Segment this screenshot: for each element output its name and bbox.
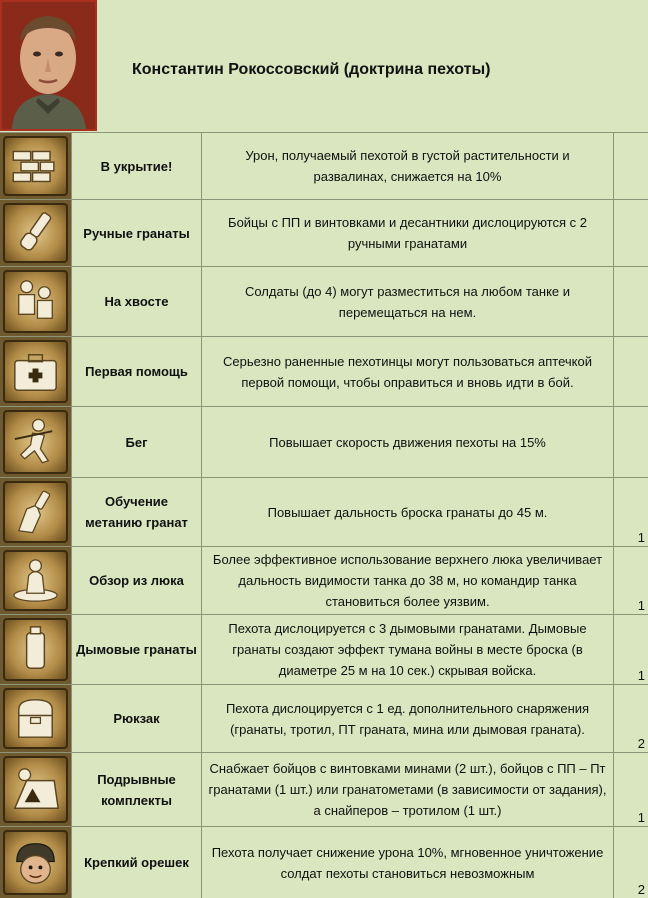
- skill-name: Обучение метанию гранат: [72, 478, 202, 546]
- skill-level-cell: [614, 478, 648, 546]
- page-title: Константин Рокоссовский (доктрина пехоты): [132, 61, 491, 78]
- running-soldier-icon: [3, 410, 68, 474]
- skill-level-cell: [614, 267, 648, 336]
- skill-name: Бег: [72, 407, 202, 477]
- skill-level-cell: [614, 407, 648, 477]
- table-row: [0, 406, 648, 477]
- skill-icon-cell: [0, 133, 72, 199]
- skill-level-cell: [614, 615, 648, 684]
- skill-description: Снабжает бойцов с винтовками минами (2 шт.), бойцов с ПП – Пт гранатами (1 шт.) или гранатометами (в зависимости от задания), а снайперов – тротилом (1 шт.): [202, 753, 614, 826]
- skill-description: Повышает дальность броска гранаты до 45 м.: [202, 478, 614, 546]
- table-row: [0, 132, 648, 199]
- table-row: [0, 336, 648, 406]
- skill-level-cell: [614, 685, 648, 752]
- skill-level: 2: [637, 882, 645, 897]
- skill-icon-cell: [0, 200, 72, 266]
- table-row: [0, 684, 648, 752]
- skill-level-cell: [614, 827, 648, 898]
- skill-description: Более эффективное использование верхнего люка увеличивает дальность видимости танка до 38 м, но командир танка становиться более уязвим.: [202, 547, 614, 614]
- table-row: [0, 752, 648, 826]
- skill-level: 1: [637, 530, 645, 545]
- table-row: [0, 477, 648, 546]
- skill-level-cell: [614, 547, 648, 614]
- skill-name: Ручные гранаты: [72, 200, 202, 266]
- table-row: [0, 199, 648, 266]
- skill-description: Серьезно раненные пехотинцы могут пользоваться аптечкой первой помощи, чтобы оправиться и вновь идти в бой.: [202, 337, 614, 406]
- skill-name: Обзор из люка: [72, 547, 202, 614]
- skill-description: Пехота дислоцируется с 1 ед. дополнительного снаряжения (гранаты, тротил, ПТ граната, мина или дымовая граната).: [202, 685, 614, 752]
- skill-icon-cell: [0, 685, 72, 752]
- skill-description: Бойцы с ПП и винтовками и десантники дислоцируются с 2 ручными гранатами: [202, 200, 614, 266]
- brick-wall-icon: [3, 136, 68, 196]
- tank-riders-icon: [3, 270, 68, 333]
- skill-icon-cell: [0, 407, 72, 477]
- skill-level-cell: [614, 200, 648, 266]
- skill-name: Дымовые гранаты: [72, 615, 202, 684]
- backpack-icon: [3, 688, 68, 749]
- hand-grenade-icon: [3, 203, 68, 263]
- skill-description: Пехота дислоцируется с 3 дымовыми гранатами. Дымовые гранаты создают эффект тумана войны в месте броска (в диаметре 25 м на 10 сек.) скрывая войска.: [202, 615, 614, 684]
- skill-icon-cell: [0, 267, 72, 336]
- smoke-grenade-icon: [3, 618, 68, 681]
- skill-description: Урон, получаемый пехотой в густой растительности и развалинах, снижается на 10%: [202, 133, 614, 199]
- grenade-throw-icon: [3, 481, 68, 543]
- skill-description: Солдаты (до 4) могут разместиться на любом танке и перемещаться на нем.: [202, 267, 614, 336]
- table-row: [0, 266, 648, 336]
- skill-icon-cell: [0, 337, 72, 406]
- skill-level-cell: [614, 133, 648, 199]
- table-row: [0, 614, 648, 684]
- skill-level: 1: [637, 810, 645, 825]
- skill-level: 1: [637, 598, 645, 613]
- header: [0, 0, 648, 131]
- table-row: [0, 546, 648, 614]
- skill-icon-cell: [0, 753, 72, 826]
- demolition-kit-icon: [3, 756, 68, 823]
- skill-level: 1: [637, 668, 645, 683]
- commander-portrait-icon: [0, 0, 97, 131]
- skill-description: Повышает скорость движения пехоты на 15%: [202, 407, 614, 477]
- table-row: [0, 826, 648, 898]
- skill-level-cell: [614, 753, 648, 826]
- skill-description: Пехота получает снижение урона 10%, мгновенное уничтожение солдат пехоты становиться невозможным: [202, 827, 614, 898]
- skill-icon-cell: [0, 547, 72, 614]
- helmeted-soldier-icon: [3, 830, 68, 895]
- skill-level: 2: [637, 736, 645, 751]
- skill-name: В укрытие!: [72, 133, 202, 199]
- skill-name: Крепкий орешек: [72, 827, 202, 898]
- skill-level-cell: [614, 337, 648, 406]
- tank-hatch-icon: [3, 550, 68, 611]
- skill-icon-cell: [0, 827, 72, 898]
- skill-name: На хвосте: [72, 267, 202, 336]
- skill-icon-cell: [0, 478, 72, 546]
- skill-name: Первая помощь: [72, 337, 202, 406]
- skill-name: Рюкзак: [72, 685, 202, 752]
- first-aid-kit-icon: [3, 340, 68, 403]
- skill-name: Подрывные комплекты: [72, 753, 202, 826]
- skill-icon-cell: [0, 615, 72, 684]
